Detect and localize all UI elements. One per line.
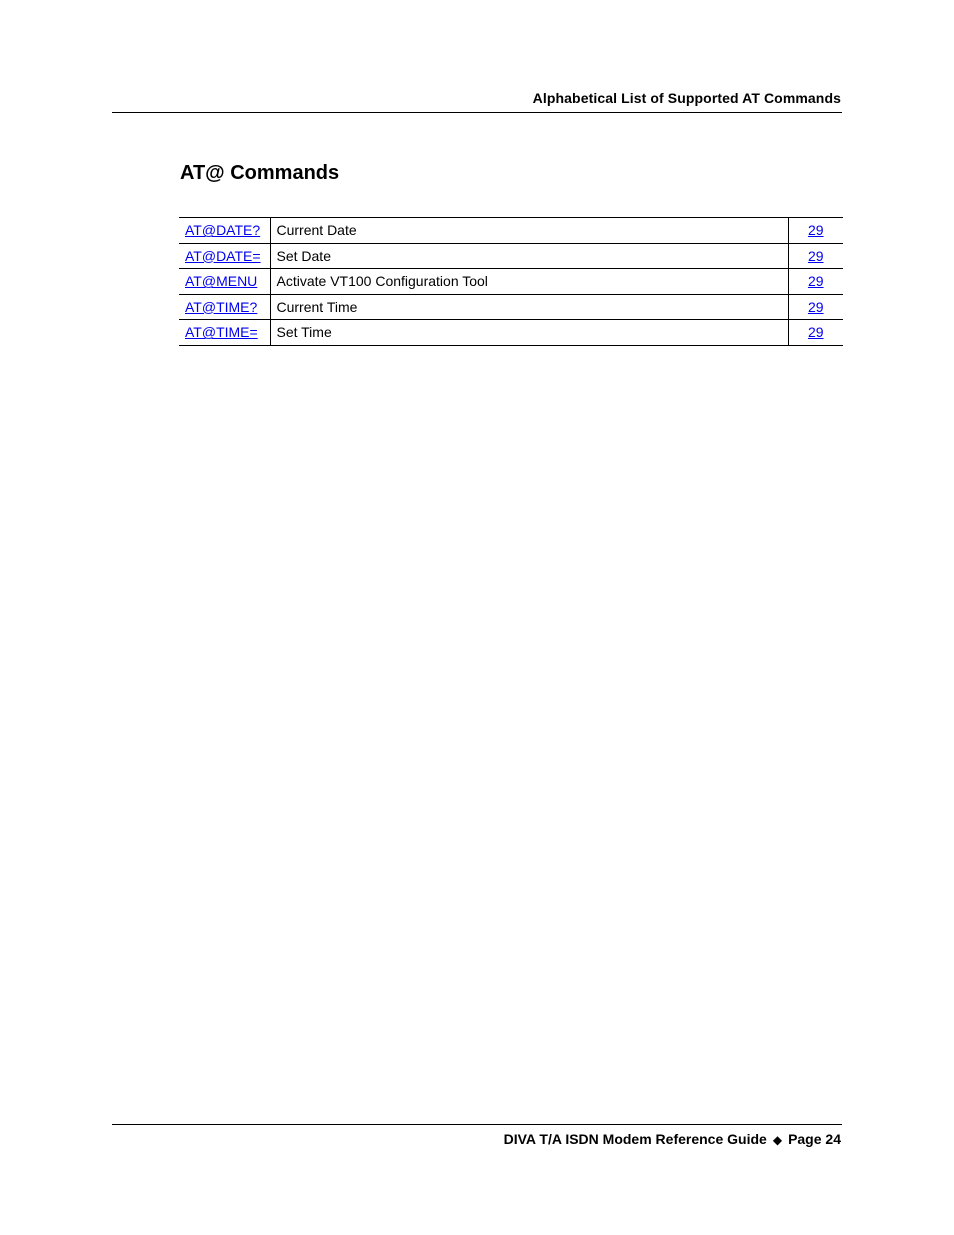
running-footer: [504, 1131, 841, 1147]
command-link-at-date-set[interactable]: AT@DATE=: [185, 247, 261, 264]
table-row: [179, 294, 843, 320]
table-row: [179, 243, 843, 269]
command-description: Current Date: [270, 218, 788, 244]
running-header: Alphabetical List of Supported AT Commands: [532, 90, 841, 106]
section-heading: AT@ Commands: [180, 162, 340, 184]
page-link[interactable]: 29: [807, 273, 824, 290]
page-link[interactable]: 29: [807, 298, 824, 315]
footer-divider: [112, 1124, 842, 1125]
command-link-at-time-query[interactable]: AT@TIME?: [185, 298, 258, 315]
command-description: Set Date: [270, 243, 788, 269]
command-link-at-date-query[interactable]: AT@DATE?: [185, 222, 261, 239]
guide-title: DIVA T/A ISDN Modem Reference Guide: [503, 1131, 767, 1147]
commands-table: [179, 217, 843, 346]
page-link[interactable]: 29: [807, 222, 824, 239]
command-description: Set Time: [270, 320, 788, 346]
command-description: Activate VT100 Configuration Tool: [270, 269, 788, 295]
page-link[interactable]: 29: [807, 247, 824, 264]
diamond-icon: ◆: [772, 1133, 783, 1147]
table-row: [179, 320, 843, 346]
page-link[interactable]: 29: [807, 324, 824, 341]
page-number: Page 24: [788, 1131, 841, 1147]
command-link-at-menu[interactable]: AT@MENU: [185, 273, 258, 290]
table-row: [179, 269, 843, 295]
command-description: Current Time: [270, 294, 788, 320]
command-link-at-time-set[interactable]: AT@TIME=: [185, 324, 258, 341]
header-divider: [112, 112, 842, 113]
table-row: [179, 218, 843, 244]
